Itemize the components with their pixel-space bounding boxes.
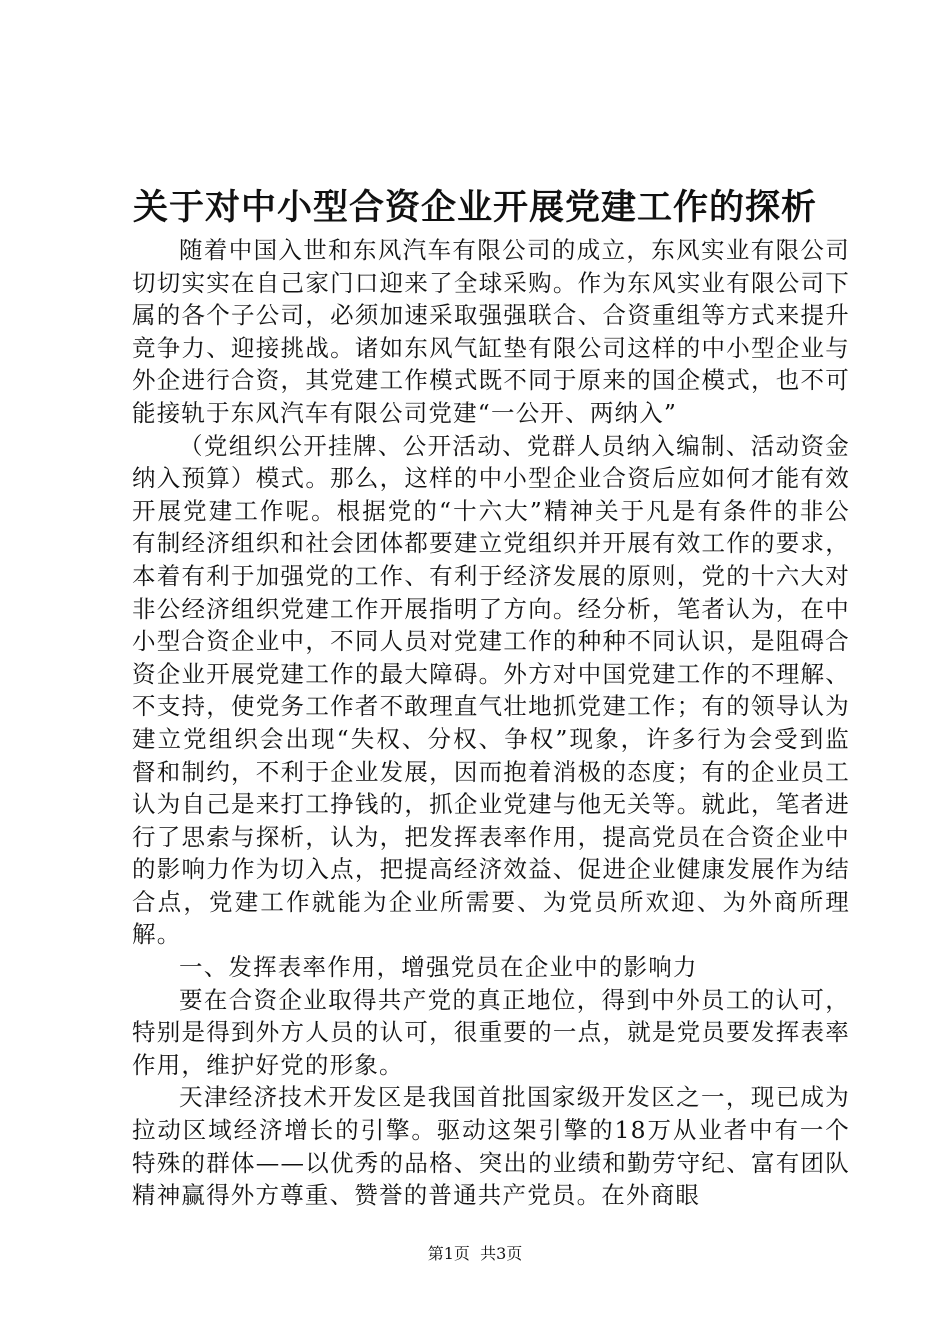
document-title: 关于对中小型合资企业开展党建工作的探析 [132,187,817,228]
page-total: 共3页 [480,1244,523,1263]
section-heading-1: 一、发挥表率作用，增强党员在企业中的影响力 [179,953,698,982]
document-body [132,234,850,1212]
paragraph-role-model: 要在合资企业取得共产党的真正地位，得到中外员工的认可，特别是得到外方人员的认可，很重要的一点，就是党员要发挥表率作用，维护好党的形象。 [132,985,850,1079]
paragraph-intro: 随着中国入世和东风汽车有限公司的成立，东风实业有限公司切切实实在自己家门口迎来了全球采购。作为东风实业有限公司下属的各个子公司，必须加速采取强强联合、合资重组等方式来提升竞争力、迎接挑战。诸如东风气缸垫有限公司这样的中小型企业与外企进行合资，其党建工作模式既不同于原来的国企模式，也不可能接轨于东风汽车有限公司党建“一公开、两纳入” [132,236,850,427]
page-footer [0,1244,950,1264]
page-number: 第1页 [427,1244,470,1263]
paragraph-tianjin: 天津经济技术开发区是我国首批国家级开发区之一，现已成为拉动区域经济增长的引擎。驱动这架引擎的18万从业者中有一个特殊的群体——以优秀的品格、突出的业绩和勤劳守纪、富有团队精神赢得外方尊重、赞誉的普通共产党员。在外商眼 [132,1083,850,1210]
paragraph-analysis: （党组织公开挂牌、公开活动、党群人员纳入编制、活动资金纳入预算）模式。那么，这样的中小型企业合资后应如何才能有效开展党建工作呢。根据党的“十六大”精神关于凡是有条件的非公有制经济组织和社会团体都要建立党组织并开展有效工作的要求，本着有利于加强党的工作、有利于经济发展的原则，党的十六大对非公经济组织党建工作开展指明了方向。经分析，笔者认为，在中小型合资企业中，不同人员对党建工作的种种不同认识，是阻碍合资企业开展党建工作的最大障碍。外方对中国党建工作的不理解、不支持，使党务工作者不敢理直气壮地抓党建工作；有的领导认为建立党组织会出现“失权、分权、争权”现象，许多行为会受到监督和制约，不利于企业发展，因而抱着消极的态度；有的企业员工认为自己是来打工挣钱的，抓企业党建与他无关等。就此，笔者进行了思索与探析，认为，把发挥表率作用，提高党员在合资企业中的影响力作为切入点，把提高经济效益、促进企业健康发展作为结合点，党建工作就能为企业所需要、为党员所欢迎、为外商所理解。 [132,431,850,949]
